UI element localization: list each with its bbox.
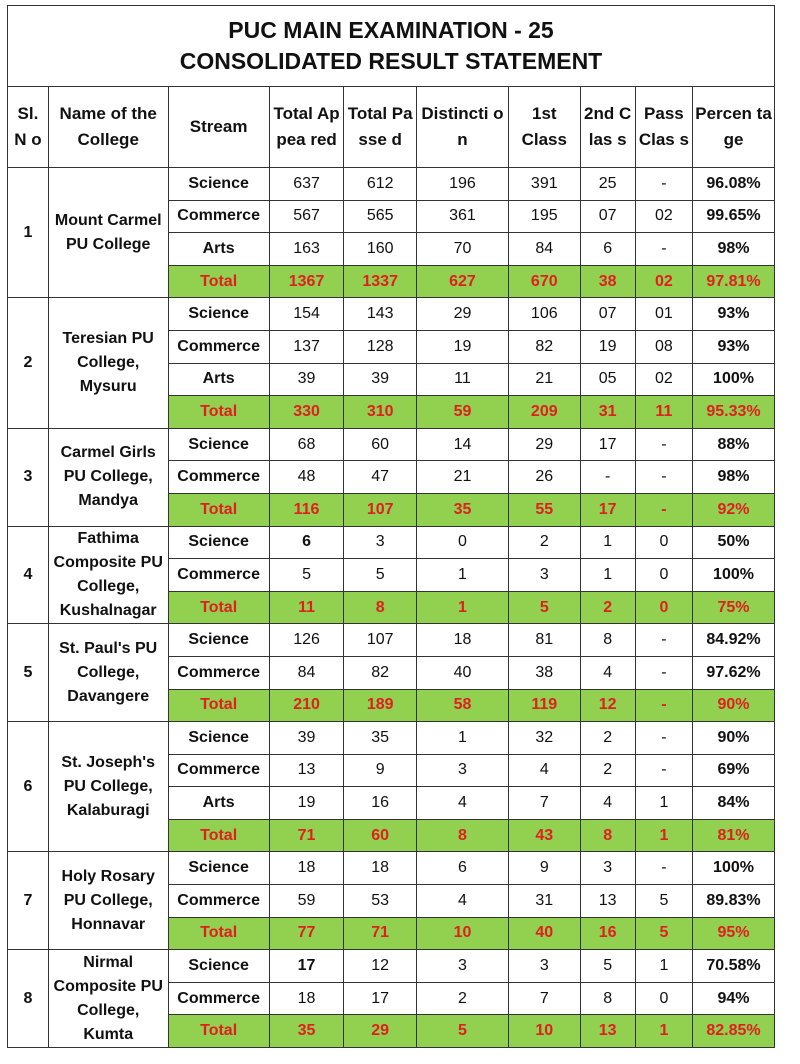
first-class-cell: 10 [508, 1015, 580, 1048]
percentage-cell: 69% [693, 754, 775, 787]
first-class-cell: 391 [508, 168, 580, 201]
total-passed-cell: 189 [344, 689, 417, 722]
total-appeared-cell: 1367 [269, 265, 344, 298]
distinction-cell: 1 [416, 591, 508, 624]
table-row [8, 722, 775, 755]
total-passed-cell: 8 [344, 591, 417, 624]
total-appeared-cell: 126 [269, 624, 344, 657]
pass-class-cell: 08 [635, 330, 692, 363]
second-class-cell: 6 [580, 233, 635, 266]
percentage-cell: 100% [693, 559, 775, 592]
result-table [7, 5, 775, 1048]
total-appeared-cell: 18 [269, 982, 344, 1015]
percentage-cell: 100% [693, 852, 775, 885]
stream-cell: Total [168, 1015, 269, 1048]
percentage-cell: 95.33% [693, 396, 775, 429]
second-class-cell: 31 [580, 396, 635, 429]
header-second-class: 2nd Clas s [580, 87, 635, 168]
first-class-cell: 38 [508, 656, 580, 689]
total-passed-cell: 71 [344, 917, 417, 950]
percentage-cell: 99.65% [693, 200, 775, 233]
header-pass-class: Pass Clas s [635, 87, 692, 168]
total-passed-cell: 60 [344, 428, 417, 461]
total-appeared-cell: 11 [269, 591, 344, 624]
percentage-cell: 82.85% [693, 1015, 775, 1048]
total-appeared-cell: 19 [269, 787, 344, 820]
total-appeared-cell: 137 [269, 330, 344, 363]
pass-class-cell: 0 [635, 559, 692, 592]
first-class-cell: 7 [508, 787, 580, 820]
pass-class-cell: 1 [635, 787, 692, 820]
total-appeared-cell: 210 [269, 689, 344, 722]
table-title [8, 6, 775, 87]
percentage-cell: 88% [693, 428, 775, 461]
percentage-cell: 81% [693, 819, 775, 852]
pass-class-cell: 11 [635, 396, 692, 429]
stream-cell: Commerce [168, 754, 269, 787]
total-passed-cell: 9 [344, 754, 417, 787]
percentage-cell: 96.08% [693, 168, 775, 201]
header-stream: Stream [168, 87, 269, 168]
distinction-cell: 361 [416, 200, 508, 233]
distinction-cell: 18 [416, 624, 508, 657]
total-passed-cell: 29 [344, 1015, 417, 1048]
serial-number-cell: 4 [8, 526, 49, 624]
total-passed-cell: 18 [344, 852, 417, 885]
stream-cell: Commerce [168, 461, 269, 494]
stream-cell: Commerce [168, 885, 269, 918]
first-class-cell: 4 [508, 754, 580, 787]
total-passed-cell: 82 [344, 656, 417, 689]
first-class-cell: 3 [508, 559, 580, 592]
pass-class-cell: 01 [635, 298, 692, 331]
college-name-cell: Carmel Girls PU College, Mandya [48, 428, 168, 526]
header-distinction: Distincti on [416, 87, 508, 168]
total-passed-cell: 35 [344, 722, 417, 755]
second-class-cell: 2 [580, 722, 635, 755]
table-row [8, 852, 775, 885]
total-appeared-cell: 330 [269, 396, 344, 429]
total-appeared-cell: 35 [269, 1015, 344, 1048]
total-appeared-cell: 39 [269, 363, 344, 396]
distinction-cell: 11 [416, 363, 508, 396]
header-percentage: Percen tage [693, 87, 775, 168]
first-class-cell: 5 [508, 591, 580, 624]
total-passed-cell: 5 [344, 559, 417, 592]
total-appeared-cell: 17 [269, 950, 344, 983]
pass-class-cell: - [635, 624, 692, 657]
table-row [8, 624, 775, 657]
pass-class-cell: - [635, 233, 692, 266]
title-line-2: CONSOLIDATED RESULT STATEMENT [179, 48, 603, 74]
total-passed-cell: 107 [344, 493, 417, 526]
distinction-cell: 1 [416, 559, 508, 592]
serial-number-cell: 1 [8, 168, 49, 298]
first-class-cell: 670 [508, 265, 580, 298]
distinction-cell: 3 [416, 950, 508, 983]
distinction-cell: 21 [416, 461, 508, 494]
total-appeared-cell: 13 [269, 754, 344, 787]
result-statement [7, 5, 775, 1048]
second-class-cell: 4 [580, 656, 635, 689]
table-row [8, 950, 775, 983]
stream-cell: Commerce [168, 982, 269, 1015]
pass-class-cell: 0 [635, 526, 692, 559]
stream-cell: Science [168, 852, 269, 885]
stream-cell: Science [168, 526, 269, 559]
second-class-cell: 13 [580, 1015, 635, 1048]
first-class-cell: 209 [508, 396, 580, 429]
second-class-cell: 1 [580, 526, 635, 559]
second-class-cell: 13 [580, 885, 635, 918]
distinction-cell: 29 [416, 298, 508, 331]
table-row [8, 526, 775, 559]
total-passed-cell: 3 [344, 526, 417, 559]
total-appeared-cell: 163 [269, 233, 344, 266]
second-class-cell: 1 [580, 559, 635, 592]
second-class-cell: 2 [580, 591, 635, 624]
college-name-cell: St. Paul's PU College, Davangere [48, 624, 168, 722]
distinction-cell: 58 [416, 689, 508, 722]
first-class-cell: 32 [508, 722, 580, 755]
second-class-cell: 2 [580, 754, 635, 787]
stream-cell: Science [168, 298, 269, 331]
pass-class-cell: - [635, 722, 692, 755]
first-class-cell: 26 [508, 461, 580, 494]
table-row [8, 168, 775, 201]
pass-class-cell: 5 [635, 917, 692, 950]
stream-cell: Science [168, 950, 269, 983]
total-appeared-cell: 637 [269, 168, 344, 201]
percentage-cell: 100% [693, 363, 775, 396]
distinction-cell: 627 [416, 265, 508, 298]
distinction-cell: 19 [416, 330, 508, 363]
second-class-cell: 5 [580, 950, 635, 983]
total-passed-cell: 39 [344, 363, 417, 396]
second-class-cell: 17 [580, 493, 635, 526]
pass-class-cell: 5 [635, 885, 692, 918]
total-passed-cell: 612 [344, 168, 417, 201]
pass-class-cell: - [635, 168, 692, 201]
percentage-cell: 84% [693, 787, 775, 820]
stream-cell: Total [168, 493, 269, 526]
percentage-cell: 92% [693, 493, 775, 526]
college-name-cell: Teresian PU College, Mysuru [48, 298, 168, 428]
total-appeared-cell: 116 [269, 493, 344, 526]
pass-class-cell: - [635, 754, 692, 787]
second-class-cell: 05 [580, 363, 635, 396]
percentage-cell: 89.83% [693, 885, 775, 918]
first-class-cell: 31 [508, 885, 580, 918]
pass-class-cell: - [635, 689, 692, 722]
header-college-name: Name of the College [48, 87, 168, 168]
stream-cell: Total [168, 917, 269, 950]
first-class-cell: 81 [508, 624, 580, 657]
table-row [8, 428, 775, 461]
distinction-cell: 10 [416, 917, 508, 950]
pass-class-cell: - [635, 461, 692, 494]
percentage-cell: 90% [693, 689, 775, 722]
pass-class-cell: - [635, 493, 692, 526]
second-class-cell: 8 [580, 819, 635, 852]
second-class-cell: 19 [580, 330, 635, 363]
second-class-cell: 07 [580, 298, 635, 331]
second-class-cell: 25 [580, 168, 635, 201]
total-appeared-cell: 39 [269, 722, 344, 755]
first-class-cell: 7 [508, 982, 580, 1015]
first-class-cell: 119 [508, 689, 580, 722]
total-passed-cell: 565 [344, 200, 417, 233]
second-class-cell: 8 [580, 624, 635, 657]
serial-number-cell: 5 [8, 624, 49, 722]
distinction-cell: 4 [416, 885, 508, 918]
title-line-1: PUC MAIN EXAMINATION - 25 [228, 17, 554, 43]
second-class-cell: 38 [580, 265, 635, 298]
total-passed-cell: 53 [344, 885, 417, 918]
pass-class-cell: 02 [635, 200, 692, 233]
percentage-cell: 90% [693, 722, 775, 755]
total-appeared-cell: 77 [269, 917, 344, 950]
distinction-cell: 4 [416, 787, 508, 820]
stream-cell: Commerce [168, 656, 269, 689]
total-passed-cell: 16 [344, 787, 417, 820]
header-sl-no: Sl. N o [8, 87, 49, 168]
percentage-cell: 94% [693, 982, 775, 1015]
total-appeared-cell: 18 [269, 852, 344, 885]
second-class-cell: 12 [580, 689, 635, 722]
percentage-cell: 98% [693, 461, 775, 494]
second-class-cell: 3 [580, 852, 635, 885]
stream-cell: Total [168, 591, 269, 624]
percentage-cell: 98% [693, 233, 775, 266]
stream-cell: Commerce [168, 559, 269, 592]
serial-number-cell: 8 [8, 950, 49, 1048]
college-name-cell: Fathima Composite PU College, Kushalnagar [48, 526, 168, 624]
serial-number-cell: 6 [8, 722, 49, 852]
second-class-cell: 17 [580, 428, 635, 461]
header-total-passed: Total Passe d [344, 87, 417, 168]
distinction-cell: 59 [416, 396, 508, 429]
total-appeared-cell: 154 [269, 298, 344, 331]
total-passed-cell: 1337 [344, 265, 417, 298]
percentage-cell: 84.92% [693, 624, 775, 657]
stream-cell: Total [168, 819, 269, 852]
first-class-cell: 9 [508, 852, 580, 885]
pass-class-cell: 1 [635, 819, 692, 852]
total-passed-cell: 60 [344, 819, 417, 852]
total-passed-cell: 107 [344, 624, 417, 657]
stream-cell: Science [168, 624, 269, 657]
percentage-cell: 93% [693, 298, 775, 331]
pass-class-cell: 02 [635, 265, 692, 298]
second-class-cell: 16 [580, 917, 635, 950]
distinction-cell: 1 [416, 722, 508, 755]
first-class-cell: 82 [508, 330, 580, 363]
pass-class-cell: 1 [635, 1015, 692, 1048]
distinction-cell: 3 [416, 754, 508, 787]
total-appeared-cell: 84 [269, 656, 344, 689]
stream-cell: Commerce [168, 200, 269, 233]
stream-cell: Total [168, 265, 269, 298]
distinction-cell: 70 [416, 233, 508, 266]
stream-cell: Total [168, 689, 269, 722]
percentage-cell: 97.62% [693, 656, 775, 689]
total-passed-cell: 17 [344, 982, 417, 1015]
college-name-cell: Holy Rosary PU College, Honnavar [48, 852, 168, 950]
stream-cell: Arts [168, 787, 269, 820]
distinction-cell: 2 [416, 982, 508, 1015]
total-passed-cell: 310 [344, 396, 417, 429]
distinction-cell: 8 [416, 819, 508, 852]
stream-cell: Commerce [168, 330, 269, 363]
serial-number-cell: 3 [8, 428, 49, 526]
distinction-cell: 5 [416, 1015, 508, 1048]
distinction-cell: 14 [416, 428, 508, 461]
first-class-cell: 3 [508, 950, 580, 983]
pass-class-cell: - [635, 656, 692, 689]
pass-class-cell: 1 [635, 950, 692, 983]
serial-number-cell: 2 [8, 298, 49, 428]
table-body [8, 168, 775, 1048]
distinction-cell: 6 [416, 852, 508, 885]
first-class-cell: 43 [508, 819, 580, 852]
college-name-cell: St. Joseph's PU College, Kalaburagi [48, 722, 168, 852]
percentage-cell: 70.58% [693, 950, 775, 983]
stream-cell: Science [168, 168, 269, 201]
pass-class-cell: - [635, 428, 692, 461]
header-row [8, 87, 775, 168]
second-class-cell: 8 [580, 982, 635, 1015]
table-row [8, 298, 775, 331]
first-class-cell: 40 [508, 917, 580, 950]
distinction-cell: 40 [416, 656, 508, 689]
pass-class-cell: 02 [635, 363, 692, 396]
percentage-cell: 75% [693, 591, 775, 624]
distinction-cell: 0 [416, 526, 508, 559]
header-first-class: 1st Class [508, 87, 580, 168]
second-class-cell: 4 [580, 787, 635, 820]
total-appeared-cell: 5 [269, 559, 344, 592]
pass-class-cell: - [635, 852, 692, 885]
stream-cell: Science [168, 428, 269, 461]
distinction-cell: 196 [416, 168, 508, 201]
total-passed-cell: 128 [344, 330, 417, 363]
college-name-cell: Mount Carmel PU College [48, 168, 168, 298]
first-class-cell: 29 [508, 428, 580, 461]
total-passed-cell: 47 [344, 461, 417, 494]
percentage-cell: 95% [693, 917, 775, 950]
distinction-cell: 35 [416, 493, 508, 526]
first-class-cell: 2 [508, 526, 580, 559]
first-class-cell: 21 [508, 363, 580, 396]
first-class-cell: 106 [508, 298, 580, 331]
percentage-cell: 97.81% [693, 265, 775, 298]
second-class-cell: 07 [580, 200, 635, 233]
serial-number-cell: 7 [8, 852, 49, 950]
percentage-cell: 50% [693, 526, 775, 559]
total-passed-cell: 143 [344, 298, 417, 331]
first-class-cell: 84 [508, 233, 580, 266]
stream-cell: Total [168, 396, 269, 429]
total-appeared-cell: 59 [269, 885, 344, 918]
stream-cell: Science [168, 722, 269, 755]
total-passed-cell: 160 [344, 233, 417, 266]
first-class-cell: 195 [508, 200, 580, 233]
header-total-appeared: Total Appea red [269, 87, 344, 168]
first-class-cell: 55 [508, 493, 580, 526]
college-name-cell: Nirmal Composite PU College, Kumta [48, 950, 168, 1048]
total-appeared-cell: 48 [269, 461, 344, 494]
total-appeared-cell: 68 [269, 428, 344, 461]
total-appeared-cell: 567 [269, 200, 344, 233]
percentage-cell: 93% [693, 330, 775, 363]
second-class-cell: - [580, 461, 635, 494]
total-appeared-cell: 71 [269, 819, 344, 852]
total-passed-cell: 12 [344, 950, 417, 983]
pass-class-cell: 0 [635, 591, 692, 624]
pass-class-cell: 0 [635, 982, 692, 1015]
total-appeared-cell: 6 [269, 526, 344, 559]
stream-cell: Arts [168, 233, 269, 266]
stream-cell: Arts [168, 363, 269, 396]
